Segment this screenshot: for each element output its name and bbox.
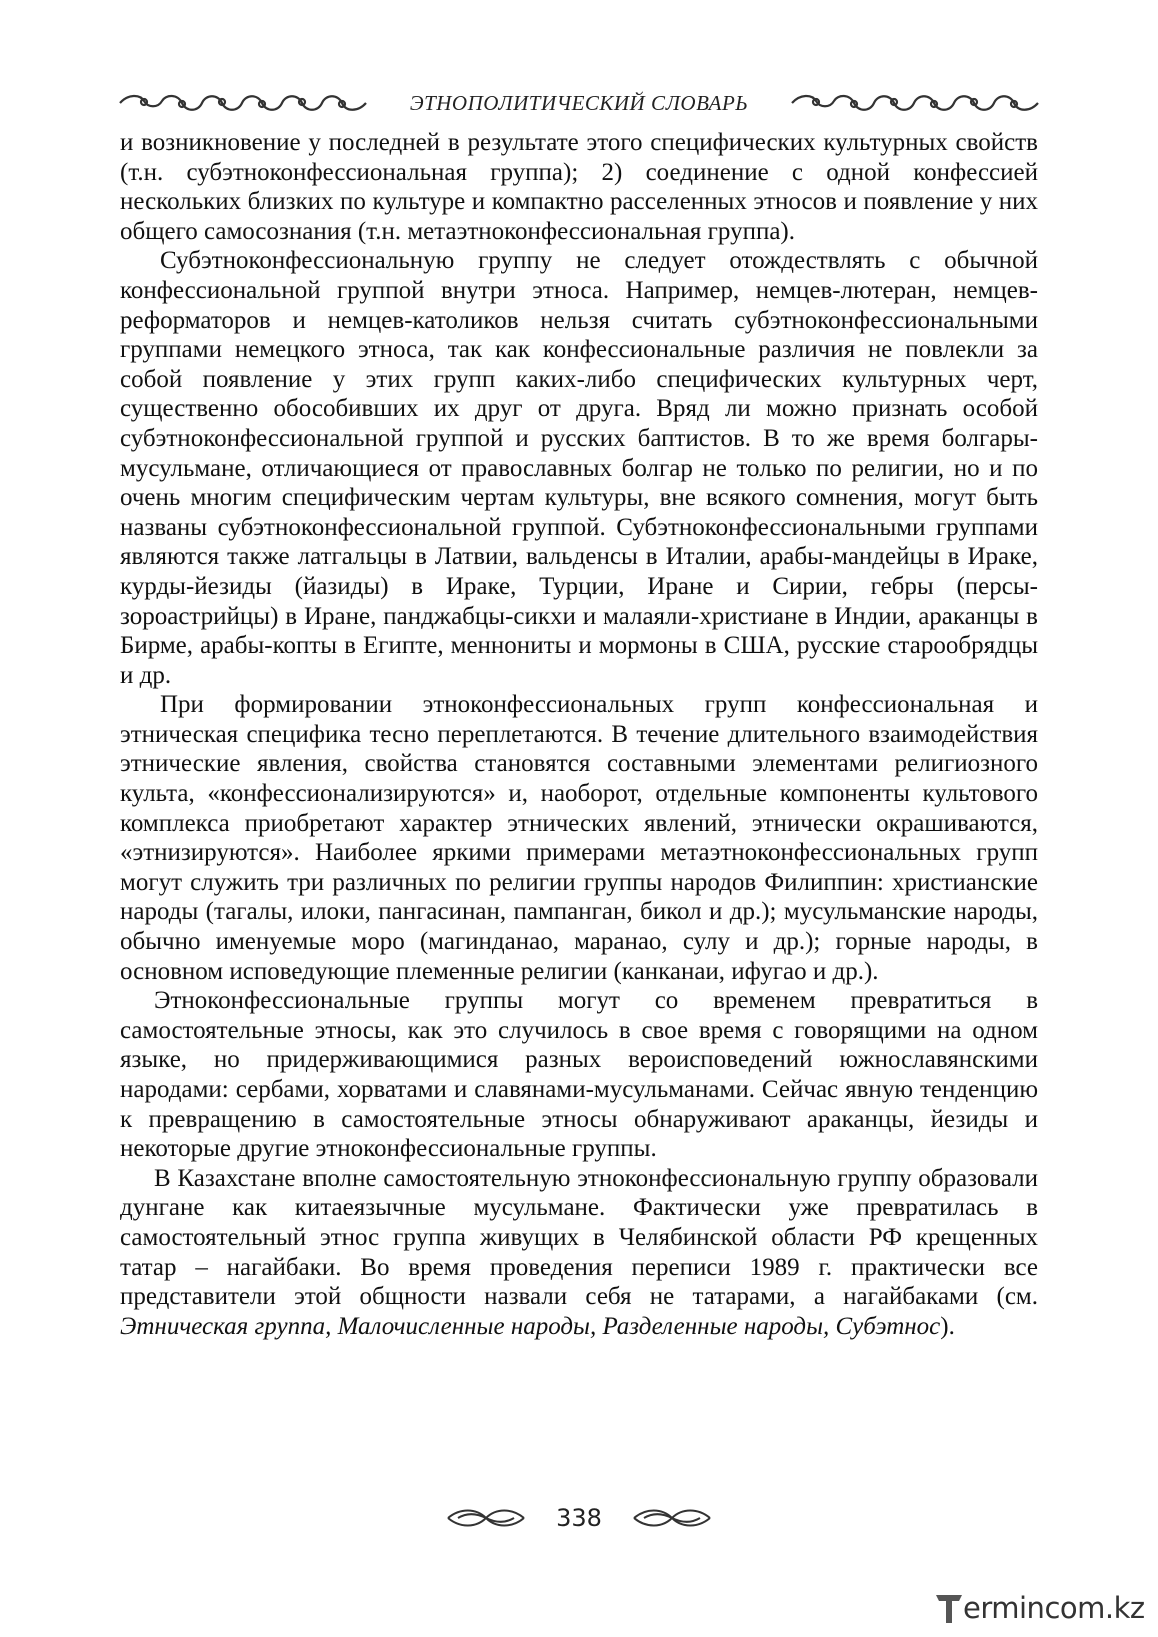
- footer-ornament-left-icon: [446, 1506, 526, 1530]
- paragraph-5: [120, 1164, 1038, 1342]
- cross-references: Этническая группа, Малочисленные народы, Разделенные народы, Субэтнос: [120, 1312, 941, 1340]
- paragraph-4: Этноконфессиональные группы могут со временем превратиться в самостоятельные этносы, как это случилось в свое время с говорящими на одном языке, но придерживающимися разных вероисповедений южнославянскими народами: сербами, хорватами и славянами-мусульманами. Сейчас явную тенденцию к превращению в самостоятельные этносы обнаруживают араканцы, йезиды и некоторые другие этноконфессиональные группы.: [120, 987, 1038, 1163]
- ornament-left-icon: [118, 92, 368, 114]
- page-footer: [0, 1503, 1158, 1533]
- page-body: [120, 128, 1038, 1341]
- page-number: 338: [556, 1504, 602, 1532]
- running-header: [118, 88, 1040, 118]
- ornament-right-icon: [790, 92, 1040, 114]
- paragraph-1: и возникновение у последней в результате этого специфических культурных свойств (т.н. субэтноконфессиональная группа); 2) соединение с одной конфессией нескольких близких по культуре и компактно расселенных этносов и появление у них общего самосознания (т.н. метаэтноконфессиональная группа).: [120, 129, 1038, 245]
- running-header-title: ЭТНОПОЛИТИЧЕСКИЙ СЛОВАРЬ: [409, 90, 749, 115]
- watermark-text: ermincom.kz: [963, 1591, 1145, 1625]
- watermark-logo: [935, 1590, 1145, 1626]
- paragraph-5-end: ).: [940, 1312, 955, 1340]
- footer-ornament-right-icon: [632, 1506, 712, 1530]
- paragraph-3: При формировании этноконфессиональных групп конфессиональная и этническая специфика тесно переплетаются. В течение длительного взаимодействия этнические явления, свойства становятся составными элементами религиозного культа, «конфессионализируются» и, наоборот, отдельные компоненты культового комплекса приобретают характер этнических явлений, этнически окрашиваются, «этнизируются». Наиболее яркими примерами метаэтноконфессиональных групп могут служить три различных по религии группы народов Филиппин: христианские народы (тагалы, илоки, пангасинан, пампанган, бикол и др.); мусульманские народы, обычно именуемые моро (магинданао, маранао, сулу и др.); горные народы, в основном исповедующие племенные религии (канканаи, ифугао и др.).: [120, 691, 1038, 985]
- paragraph-5-text: В Казахстане вполне самостоятельную этноконфессиональную группу образовали дунгане как китаеязычные мусульмане. Фактически уже превратилась в самостоятельный этнос группа живущих в Челябинской области РФ крещенных татар – нагайбаки. Во время проведения переписи 1989 г. практически все представители этой общности назвали себя не татарами, а нагайбаками (см.: [120, 1164, 1038, 1311]
- paragraph-2: Субэтноконфессиональную группу не следует отождествлять с обычной конфессиональной группой внутри этноса. Например, немцев-лютеран, немцев-реформаторов и немцев-католиков нельзя считать субэтноконфессиональными группами немецкого этноса, так как конфессиональные различия не повлекли за собой появление у этих групп каких-либо специфических культурных черт, существенно обособивших их друг от друга. Вряд ли можно признать особой субэтноконфессиональной группой и русских баптистов. В то же время болгары-мусульмане, отличающиеся от православных болгар не только по религии, но и по очень многим специфическим чертам культуры, вне всякого сомнения, могут быть названы субэтноконфессиональной группой. Субэтноконфессиональными группами являются также латгальцы в Латвии, вальденсы в Италии, арабы-мандейцы в Ираке, курды-йезиды (йазиды) в Ираке, Турции, Иране и Сирии, гебры (персы-зороастрийцы) в Иране, панджабцы-сикхи и малаяли-христиане в Индии, араканцы в Бирме, арабы-копты в Египте, меннониты и мормоны в США, русские старообрядцы и др.: [120, 247, 1038, 689]
- watermark-t-icon: [935, 1592, 963, 1624]
